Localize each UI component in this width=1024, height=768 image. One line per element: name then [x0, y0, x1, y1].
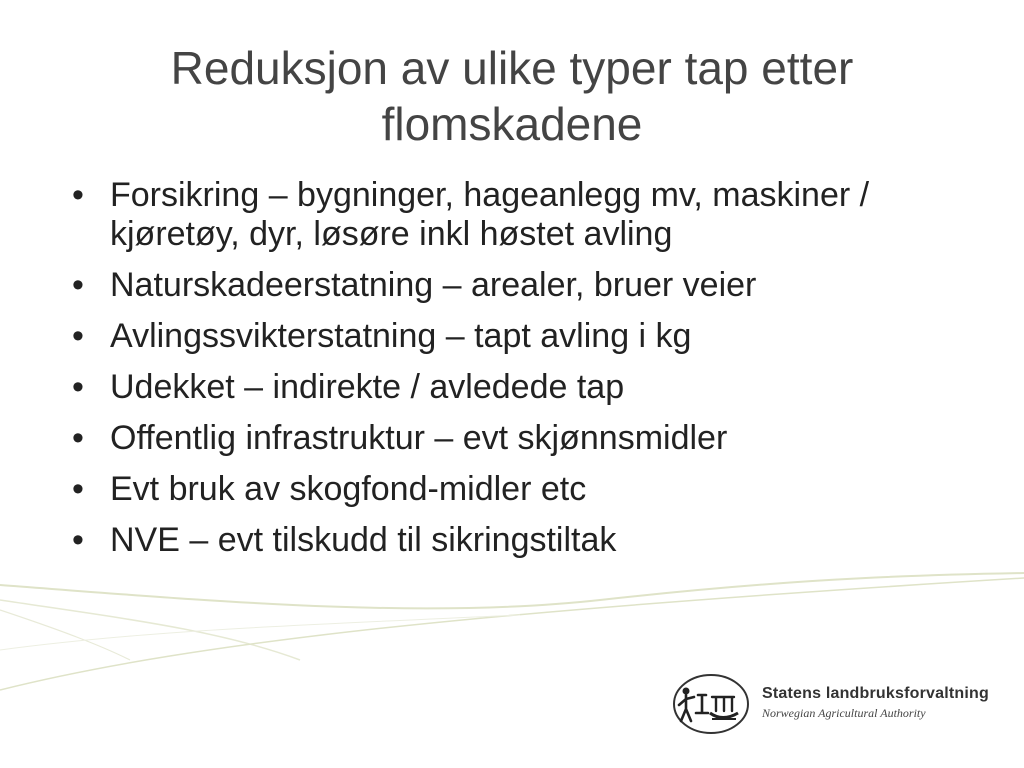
- slide-title: [40, 40, 984, 152]
- slide-title-line-2: flomskadene: [381, 98, 643, 150]
- bullet-glyph: •: [72, 176, 84, 214]
- bullet-item: [72, 368, 972, 407]
- bullet-glyph: •: [72, 470, 84, 508]
- bullet-text: Evt bruk av skogfond-midler etc: [110, 470, 587, 508]
- bullet-glyph: •: [72, 368, 84, 406]
- bullet-text: Naturskadeerstatning – arealer, bruer veier: [110, 266, 757, 304]
- agriculture-emblem-icon: [672, 673, 750, 735]
- bullet-item: [72, 176, 972, 254]
- bullet-item: [72, 521, 972, 560]
- agency-logo: [672, 673, 992, 737]
- logo-name: Statens landbruksforvaltning: [762, 685, 989, 702]
- bullet-glyph: •: [72, 266, 84, 304]
- bullet-item: [72, 470, 972, 509]
- bullet-text: Forsikring – bygninger, hageanlegg mv, maskiner / kjøretøy, dyr, løsøre inkl høstet avling: [110, 176, 870, 253]
- bullet-item: [72, 419, 972, 458]
- bullet-glyph: •: [72, 419, 84, 457]
- bullet-glyph: •: [72, 521, 84, 559]
- bullet-text: Udekket – indirekte / avledede tap: [110, 368, 625, 406]
- bullet-text: NVE – evt tilskudd til sikringstiltak: [110, 521, 617, 559]
- bullet-item: [72, 317, 972, 356]
- bullet-glyph: •: [72, 317, 84, 355]
- bullet-list: [72, 176, 972, 572]
- bullet-text: Avlingssvikterstatning – tapt avling i kg: [110, 317, 692, 355]
- logo-subtitle: Norwegian Agricultural Authority: [762, 706, 926, 720]
- slide-title-line-1: Reduksjon av ulike typer tap etter: [170, 42, 854, 94]
- bullet-text: Offentlig infrastruktur – evt skjønnsmidler: [110, 419, 728, 457]
- bullet-item: [72, 266, 972, 305]
